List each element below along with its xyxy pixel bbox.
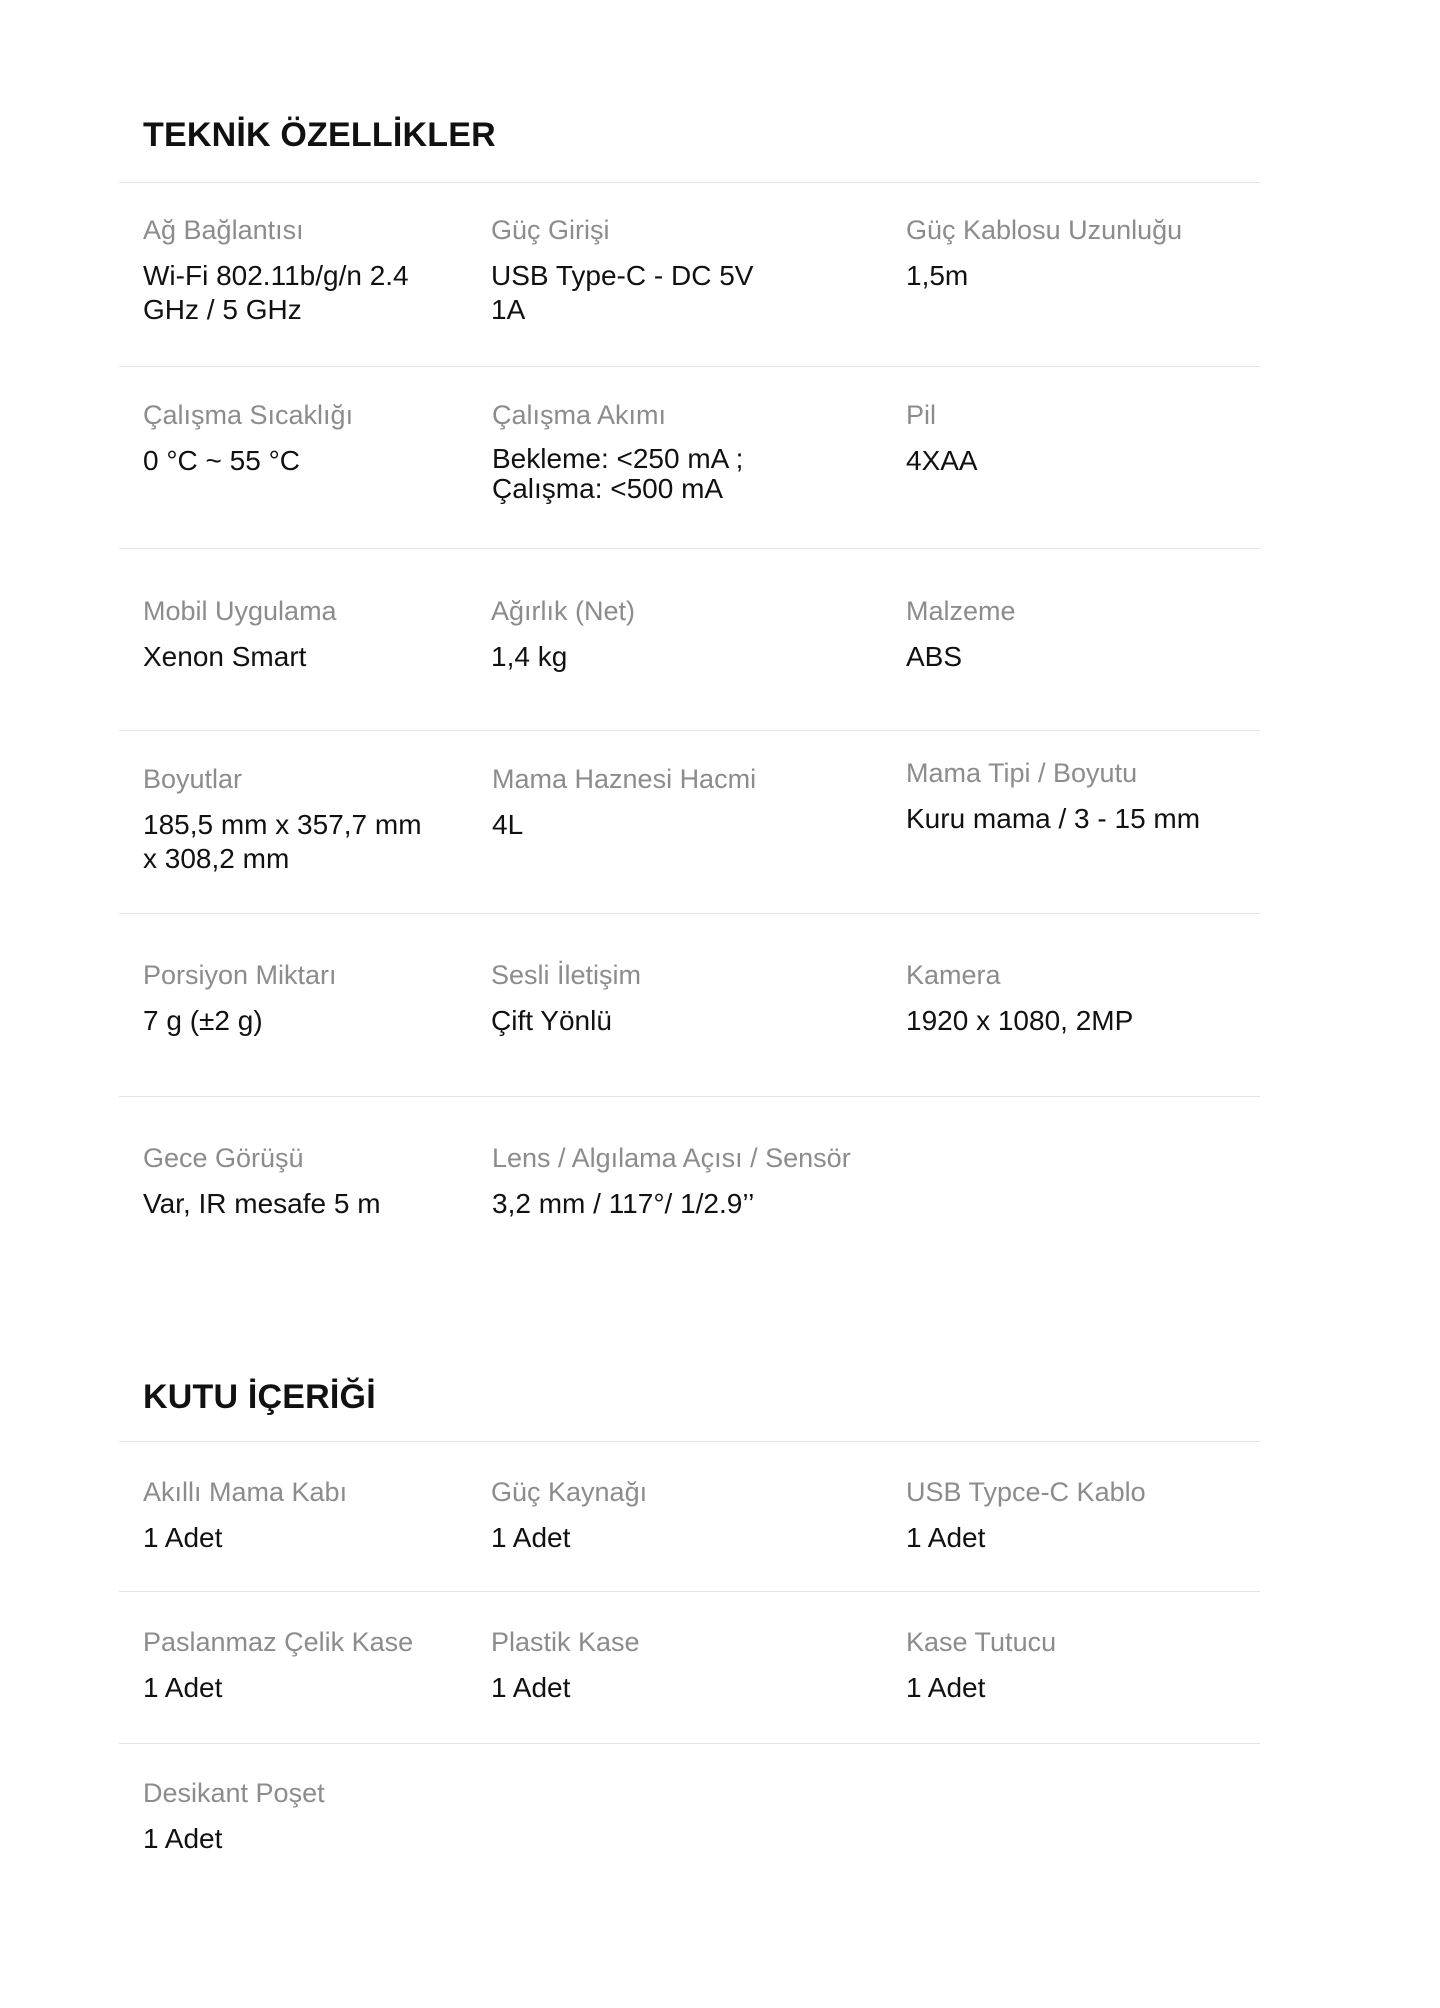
- spec-camera: [906, 958, 1246, 1038]
- spec-value: Wi-Fi 802.11b/g/n 2.4 GHz / 5 GHz: [143, 260, 409, 325]
- spec-operating-current: [492, 398, 832, 504]
- divider: [119, 1743, 1260, 1744]
- spec-operating-temp: [143, 398, 453, 478]
- box-item-label: Paslanmaz Çelik Kase: [143, 1627, 414, 1657]
- spec-label: Güç Kablosu Uzunluğu: [906, 215, 1183, 245]
- spec-value: 0 °C ~ 55 °C: [143, 445, 301, 476]
- spec-label: Mama Tipi / Boyutu: [906, 758, 1138, 788]
- spec-value: 4L: [492, 809, 524, 840]
- box-item-label: Plastik Kase: [491, 1627, 640, 1657]
- box-item-label: Kase Tutucu: [906, 1627, 1057, 1657]
- spec-value: 1920 x 1080, 2MP: [906, 1005, 1134, 1036]
- spec-food-type: [906, 756, 1256, 836]
- box-item-label: Desikant Poşet: [143, 1778, 325, 1808]
- spec-label: Güç Girişi: [491, 215, 610, 245]
- spec-portion: [143, 958, 453, 1038]
- spec-value: 185,5 mm x 357,7 mm x 308,2 mm: [143, 809, 422, 874]
- divider: [119, 548, 1260, 549]
- spec-value: Var, IR mesafe 5 m: [143, 1188, 381, 1219]
- spec-power-input: [491, 213, 761, 327]
- spec-value: Bekleme: <250 mA ; Çalışma: <500 mA: [492, 443, 744, 504]
- box-item: [143, 1776, 473, 1856]
- spec-label: Malzeme: [906, 596, 1016, 626]
- divider: [119, 1441, 1260, 1442]
- spec-value: 1,4 kg: [491, 641, 568, 672]
- spec-cable-length: [906, 213, 1246, 293]
- spec-dimensions: [143, 762, 443, 876]
- spec-value: 1,5m: [906, 260, 969, 291]
- spec-battery: [906, 398, 1246, 478]
- box-item-qty: 1 Adet: [143, 1672, 223, 1703]
- spec-value: 4XAA: [906, 445, 978, 476]
- spec-label: Sesli İletişim: [491, 960, 642, 990]
- spec-hopper-volume: [492, 762, 832, 842]
- spec-value: Çift Yönlü: [491, 1005, 612, 1036]
- box-title: KUTU İÇERİĞİ: [143, 1378, 376, 1416]
- spec-night-vision: [143, 1141, 453, 1221]
- divider: [119, 1096, 1260, 1097]
- specs-title: TEKNİK ÖZELLİKLER: [143, 116, 496, 154]
- spec-label: Ağırlık (Net): [491, 596, 636, 626]
- spec-mobile-app: [143, 594, 453, 674]
- spec-voice: [491, 958, 831, 1038]
- spec-value: Kuru mama / 3 - 15 mm: [906, 803, 1201, 834]
- box-item: [491, 1625, 831, 1705]
- spec-label: Porsiyon Miktarı: [143, 960, 337, 990]
- spec-value: ABS: [906, 641, 963, 672]
- spec-label: Mama Haznesi Hacmi: [492, 764, 757, 794]
- box-item-label: USB Typce-C Kablo: [906, 1477, 1146, 1507]
- spec-label: Çalışma Sıcaklığı: [143, 400, 354, 430]
- box-item: [491, 1475, 831, 1555]
- box-item-qty: 1 Adet: [491, 1672, 571, 1703]
- spec-label: Mobil Uygulama: [143, 596, 337, 626]
- spec-value: 3,2 mm / 117°/ 1/2.9’’: [492, 1188, 755, 1219]
- divider: [119, 913, 1260, 914]
- box-item-qty: 1 Adet: [143, 1823, 223, 1854]
- spec-label: Lens / Algılama Açısı / Sensör: [492, 1143, 851, 1173]
- spec-label: Çalışma Akımı: [492, 400, 667, 430]
- box-item: [906, 1475, 1246, 1555]
- spec-label: Pil: [906, 400, 937, 430]
- spec-value: USB Type-C - DC 5V 1A: [491, 260, 754, 325]
- spec-label: Kamera: [906, 960, 1001, 990]
- divider: [119, 730, 1260, 731]
- spec-weight: [491, 594, 831, 674]
- box-item: [906, 1625, 1246, 1705]
- box-item: [143, 1625, 473, 1705]
- box-item-qty: 1 Adet: [906, 1672, 986, 1703]
- box-item-qty: 1 Adet: [491, 1522, 571, 1553]
- divider: [119, 366, 1260, 367]
- spec-value: 7 g (±2 g): [143, 1005, 263, 1036]
- box-item-qty: 1 Adet: [906, 1522, 986, 1553]
- spec-network: [143, 213, 453, 327]
- divider: [119, 1591, 1260, 1592]
- spec-label: Boyutlar: [143, 764, 243, 794]
- spec-label: Gece Görüşü: [143, 1143, 304, 1173]
- box-item-label: Akıllı Mama Kabı: [143, 1477, 348, 1507]
- spec-value: Xenon Smart: [143, 641, 307, 672]
- box-item: [143, 1475, 463, 1555]
- spec-lens: [492, 1141, 912, 1221]
- spec-label: Ağ Bağlantısı: [143, 215, 304, 245]
- box-item-qty: 1 Adet: [143, 1522, 223, 1553]
- divider: [119, 182, 1260, 183]
- box-item-label: Güç Kaynağı: [491, 1477, 648, 1507]
- spec-material: [906, 594, 1246, 674]
